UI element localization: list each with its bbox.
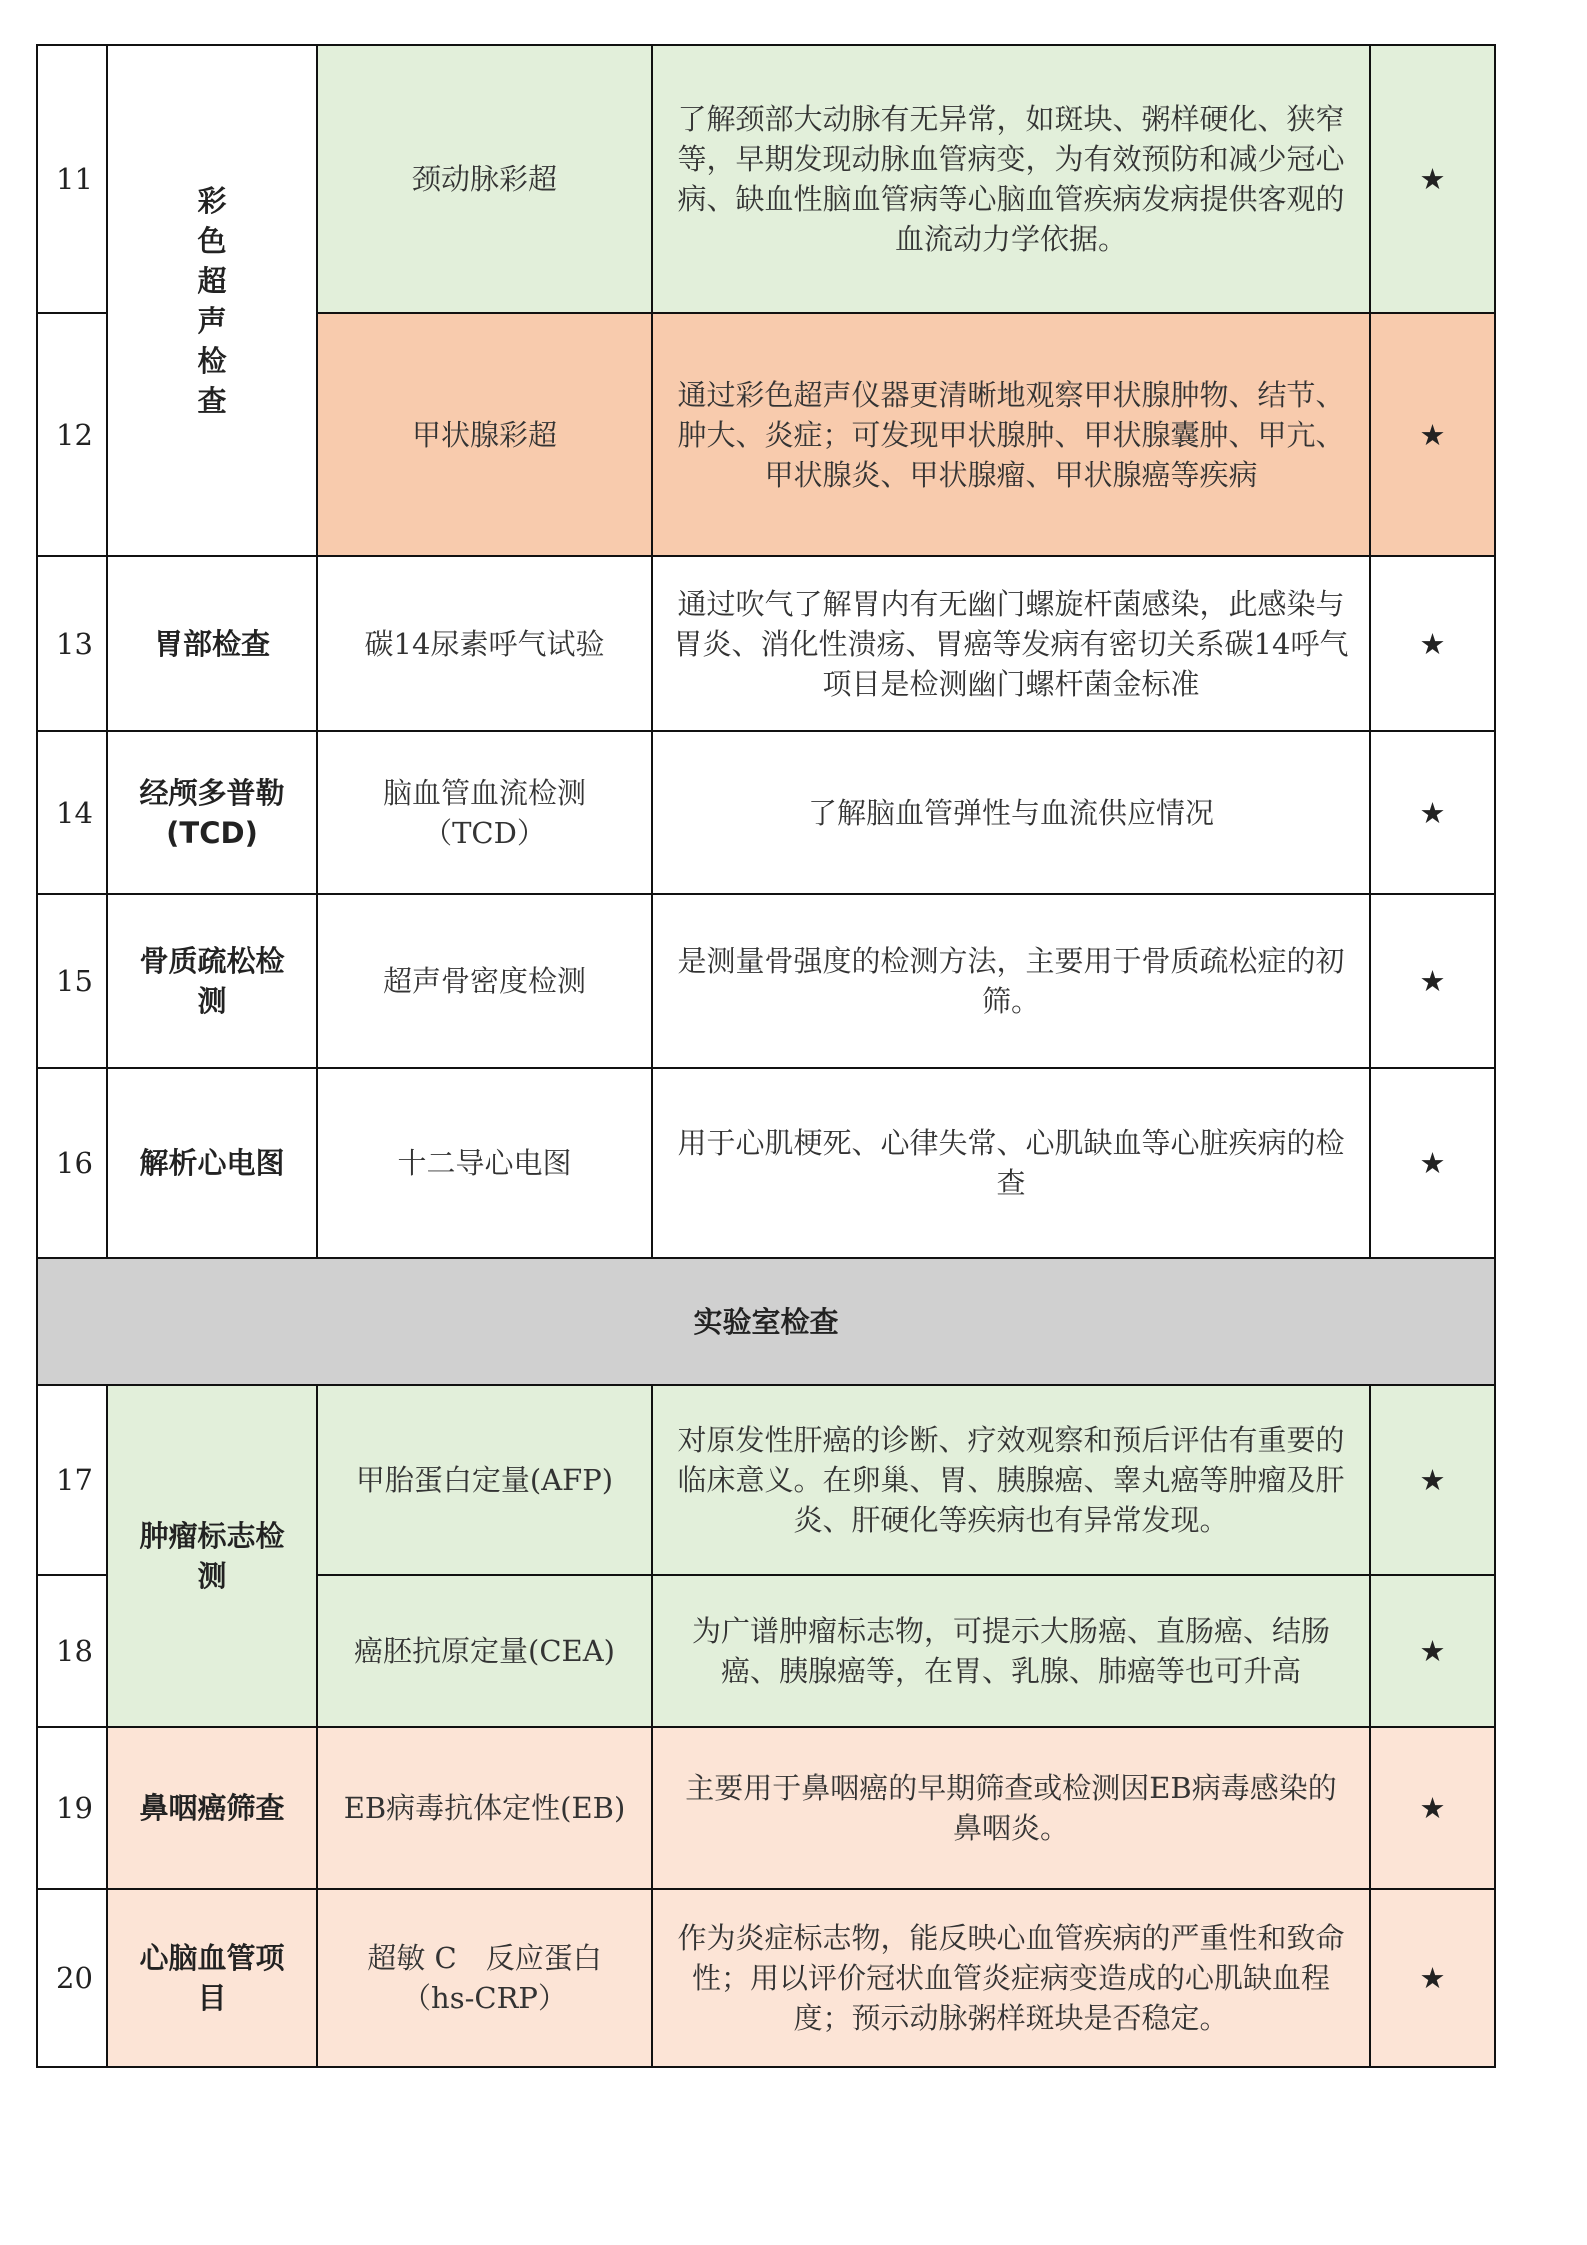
exam-description: 主要用于鼻咽癌的早期筛查或检测因EB病毒感染的鼻咽炎。: [652, 1727, 1370, 1889]
exam-description: 作为炎症标志物，能反映心血管疾病的严重性和致命性；用以评价冠状血管炎症病变造成的心肌缺血程度；预示动脉粥样斑块是否稳定。: [652, 1889, 1370, 2067]
exam-item: 脑血管血流检测 （TCD）: [317, 731, 652, 894]
exam-item: EB病毒抗体定性(EB): [317, 1727, 652, 1889]
table-row: [37, 894, 1495, 1068]
row-number: 16: [37, 1068, 107, 1258]
section-header-row: [37, 1258, 1495, 1385]
exam-description: 通过吹气了解胃内有无幽门螺旋杆菌感染，此感染与胃炎、消化性溃疡、胃癌等发病有密切关系碳14呼气项目是检测幽门螺杆菌金标准: [652, 556, 1370, 731]
star-icon: ★: [1370, 1575, 1495, 1727]
exam-description: 了解脑血管弹性与血流供应情况: [652, 731, 1370, 894]
category-tcd: 经颅多普勒 (TCD): [107, 731, 317, 894]
exam-item: 颈动脉彩超: [317, 45, 652, 313]
exam-item: 十二导心电图: [317, 1068, 652, 1258]
star-icon: ★: [1370, 894, 1495, 1068]
exam-table: [36, 44, 1496, 2068]
exam-description: 用于心肌梗死、心律失常、心肌缺血等心脏疾病的检查: [652, 1068, 1370, 1258]
exam-description: 通过彩色超声仪器更清晰地观察甲状腺肿物、结节、肿大、炎症；可发现甲状腺肿、甲状腺囊肿、甲亢、甲状腺炎、甲状腺瘤、甲状腺癌等疾病: [652, 313, 1370, 556]
table-row: [37, 556, 1495, 731]
table-row: [37, 1068, 1495, 1258]
exam-item: 甲胎蛋白定量(AFP): [317, 1385, 652, 1575]
category-osteoporosis: 骨质疏松检测: [107, 894, 317, 1068]
exam-description: 对原发性肝癌的诊断、疗效观察和预后评估有重要的临床意义。在卵巢、胃、胰腺癌、睾丸癌等肿瘤及肝炎、肝硬化等疾病也有异常发现。: [652, 1385, 1370, 1575]
category-stomach: 胃部检查: [107, 556, 317, 731]
row-number: 18: [37, 1575, 107, 1727]
table-row: [37, 1385, 1495, 1575]
exam-item: 超声骨密度检测: [317, 894, 652, 1068]
exam-description: 为广谱肿瘤标志物，可提示大肠癌、直肠癌、结肠癌、胰腺癌等，在胃、乳腺、肺癌等也可升高: [652, 1575, 1370, 1727]
row-number: 19: [37, 1727, 107, 1889]
row-number: 20: [37, 1889, 107, 2067]
table-row: [37, 1727, 1495, 1889]
star-icon: ★: [1370, 731, 1495, 894]
exam-item: 甲状腺彩超: [317, 313, 652, 556]
category-tumor-markers: 肿瘤标志检测: [107, 1385, 317, 1727]
star-icon: ★: [1370, 313, 1495, 556]
star-icon: ★: [1370, 1385, 1495, 1575]
category-ecg: 解析心电图: [107, 1068, 317, 1258]
row-number: 12: [37, 313, 107, 556]
table-row: [37, 45, 1495, 313]
exam-item: 超敏 C 反应蛋白 （hs-CRP）: [317, 1889, 652, 2067]
exam-description: 是测量骨强度的检测方法，主要用于骨质疏松症的初筛。: [652, 894, 1370, 1068]
star-icon: ★: [1370, 556, 1495, 731]
exam-item: 癌胚抗原定量(CEA): [317, 1575, 652, 1727]
row-number: 11: [37, 45, 107, 313]
star-icon: ★: [1370, 1068, 1495, 1258]
star-icon: ★: [1370, 1727, 1495, 1889]
exam-description: 了解颈部大动脉有无异常，如斑块、粥样硬化、狭窄等，早期发现动脉血管病变，为有效预防和减少冠心病、缺血性脑血管病等心脑血管疾病发病提供客观的血流动力学依据。: [652, 45, 1370, 313]
category-nasopharyngeal: 鼻咽癌筛查: [107, 1727, 317, 1889]
table-row: [37, 1889, 1495, 2067]
table-row: [37, 731, 1495, 894]
category-cardiovascular: 心脑血管项目: [107, 1889, 317, 2067]
row-number: 14: [37, 731, 107, 894]
star-icon: ★: [1370, 1889, 1495, 2067]
exam-item: 碳14尿素呼气试验: [317, 556, 652, 731]
category-color-ultrasound: 彩 色 超 声 检 查: [107, 45, 317, 556]
section-title: 实验室检查: [37, 1258, 1495, 1385]
row-number: 15: [37, 894, 107, 1068]
star-icon: ★: [1370, 45, 1495, 313]
row-number: 17: [37, 1385, 107, 1575]
row-number: 13: [37, 556, 107, 731]
